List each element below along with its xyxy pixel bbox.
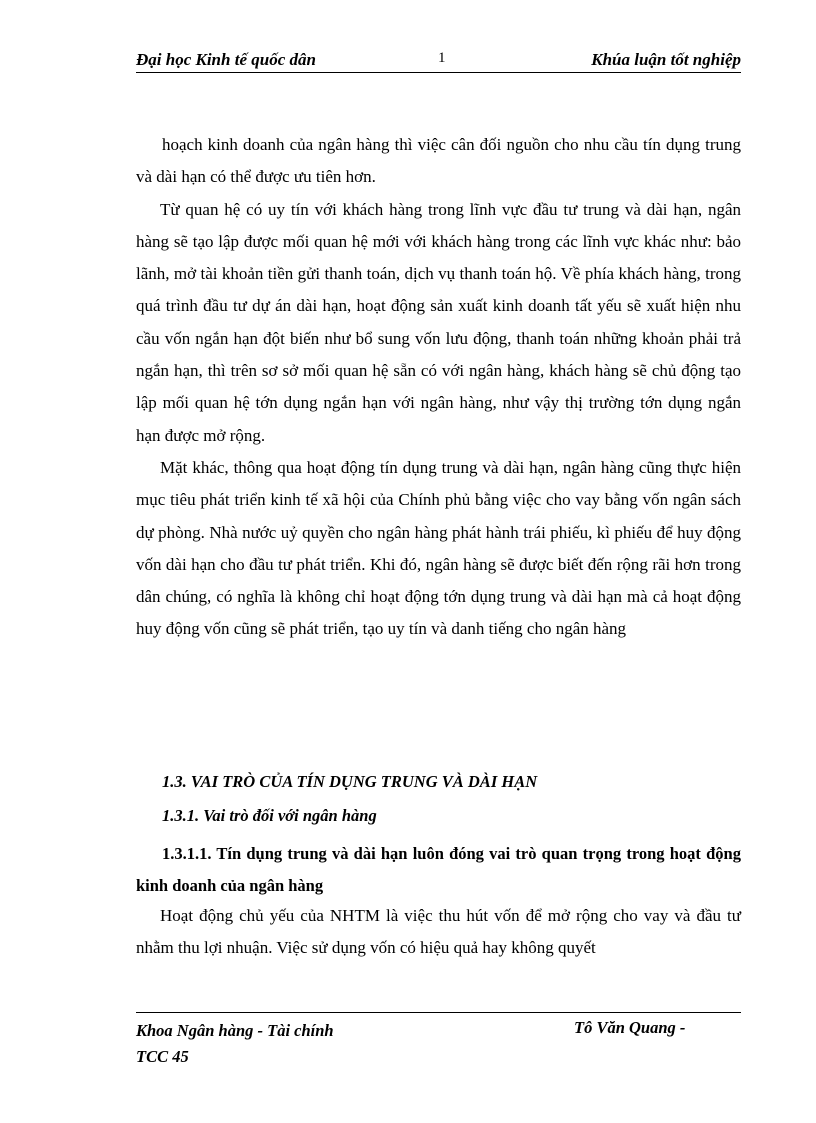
header-document-type: Khúa luận tốt nghiệp [591, 50, 741, 69]
footer-faculty-name: Khoa Ngân hàng - Tài chính [136, 1021, 334, 1040]
section-heading-1-3-1-1: 1.3.1.1. Tín dụng trung và dài hạn luôn đóng vai trò quan trọng trong hoạt động kinh doanh của ngân hàng [136, 844, 741, 895]
paragraph-1: hoạch kinh doanh của ngân hàng thì việc cân đối nguồn cho nhu cầu tín dụng trung và dài hạn có thể được ưu tiên hơn. [136, 135, 741, 187]
body-text-continued [136, 900, 741, 965]
page-footer [136, 1012, 741, 1066]
section-heading-1-3-1: 1.3.1. Vai trò đối với ngân hàng [162, 806, 377, 825]
footer-faculty [136, 1018, 334, 1070]
footer-author: Tô Văn Quang - [574, 1018, 686, 1037]
page-header [136, 50, 741, 73]
paragraph-4: Hoạt động chủ yếu của NHTM là việc thu hút vốn để mở rộng cho vay và đầu tư nhằm thu lợi nhuận. Việc sử dụng vốn có hiệu quả hay không quyết [136, 906, 741, 958]
paragraph-2: Từ quan hệ có uy tín với khách hàng trong lĩnh vực đầu tư trung và dài hạn, ngân hàng sẽ tạo lập được mối quan hệ mới với khách hàng trong các lĩnh vực khác như: bảo lãnh, mở tài khoản tiền gửi thanh toán, dịch vụ thanh toán hộ. Về phía khách hàng, trong quá trình đầu tư dự án dài hạn, hoạt động sản xuất kinh doanh tất yếu sẽ xuất hiện nhu cầu vốn ngắn hạn đột biến như bổ sung vốn lưu động, thanh toán những khoản phải trả ngắn hạn, thì trên sơ sở mối quan hệ sẵn có với ngân hàng, khách hàng sẽ chủ động tạo lập mối quan hệ tớn dụng ngắn hạn với ngân hàng, như vậy thị trường tớn dụng ngắn hạn được mở rộng. [136, 199, 741, 445]
page-number: 1 [438, 50, 446, 66]
body-text [136, 129, 741, 646]
header-university: Đại học Kinh tế quốc dân [136, 50, 316, 69]
footer-class: TCC 45 [136, 1047, 189, 1066]
section-heading-1-3: 1.3. VAI TRÒ CỦA TÍN DỤNG TRUNG VÀ DÀI HẠN [162, 772, 538, 791]
paragraph-3: Mặt khác, thông qua hoạt động tín dụng trung và dài hạn, ngân hàng cũng thực hiện mục tiêu phát triển kinh tế xã hội của Chính phủ bằng việc cho vay bằng vốn ngân sách dự phòng. Nhà nước uỷ quyền cho ngân hàng phát hành trái phiếu, kì phiếu để huy động vốn dài hạn cho đầu tư phát triển. Khi đó, ngân hàng sẽ được biết đến rộng rãi hơn trong dân chúng, có nghĩa là không chỉ hoạt động tớn dụng trung và dài hạn mà cả hoạt động huy động vốn cũng sẽ phát triển, tạo uy tín và danh tiếng cho ngân hàng [136, 457, 741, 639]
